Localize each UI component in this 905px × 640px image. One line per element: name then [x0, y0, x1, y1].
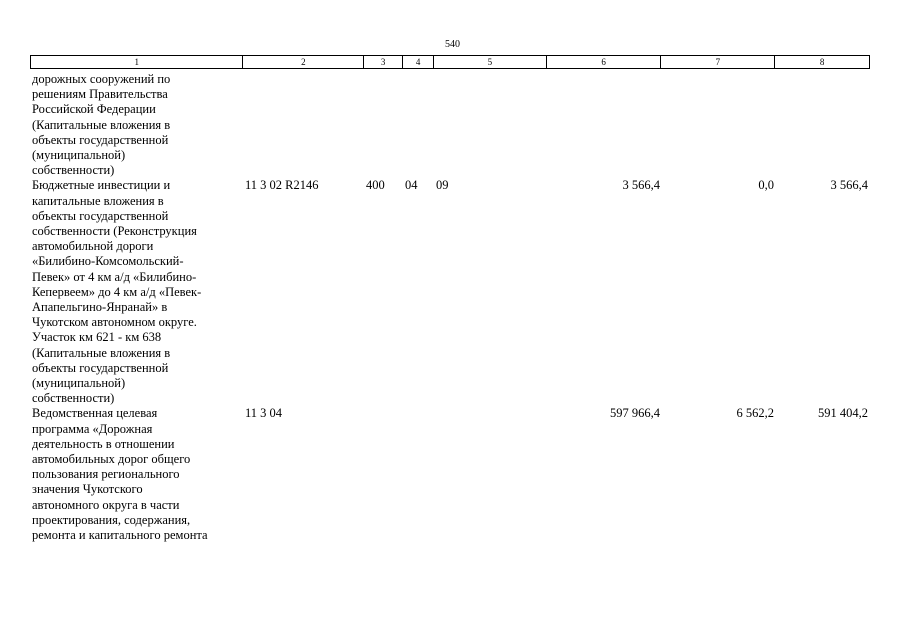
row-col6-cell: 3 566,4	[622, 178, 660, 193]
column-header-8: 8	[819, 57, 825, 67]
row-col8-cell	[776, 72, 870, 178]
column-header-5: 5	[434, 56, 547, 68]
row-col6-cell: 597 966,4	[610, 406, 660, 421]
row-col5-cell	[434, 406, 547, 543]
row-col8-cell: 3 566,4	[830, 178, 868, 193]
row-code-cell	[243, 72, 364, 178]
column-header-2: 2	[243, 56, 364, 68]
column-header-6: 6	[547, 56, 662, 68]
column-header-3: 3	[364, 56, 403, 68]
row-col3-cell	[364, 406, 403, 543]
row-col3-cell: 400	[366, 178, 385, 193]
row-col4-cell	[403, 406, 434, 543]
row-name-cell: Ведомственная целевая программа «Дорожная деятельность в отношении автомобильных дорог общего пользования регионального значения Чукотского автономного округа в части проектирования, содержания, ремонта и капитального ремонта	[32, 406, 208, 543]
row-col7-cell: 0,0	[758, 178, 774, 193]
column-header-7: 7	[661, 56, 775, 68]
row-code-cell: 11 3 02 R2146	[245, 178, 319, 193]
row-code-cell: 11 3 04	[245, 406, 283, 421]
row-col6-cell	[547, 72, 662, 178]
column-header-4: 4	[403, 56, 434, 68]
row-col5-cell	[434, 72, 547, 178]
column-header-1: 1	[31, 56, 243, 68]
table-row	[30, 72, 870, 178]
table-row	[30, 406, 870, 543]
row-col8-cell: 591 404,2	[818, 406, 868, 421]
row-col4-cell: 04	[405, 178, 418, 193]
row-col7-cell: 6 562,2	[736, 406, 774, 421]
row-name-cell: Бюджетные инвестиции и капитальные вложения в объекты государственной собственности (Реконструкция автомобильной дороги «Билибино-Комсомольский- Певек» от 4 км а/д «Билибино- Кепервеем» до 4 км а/д «Певек- Апапельгино-Янранай» в Чукотском автономном округе. Участок км 621 - км 638 (Капитальные вложения в объекты государственной (муниципальной) собственности)	[32, 178, 202, 406]
budget-table-body	[30, 72, 870, 543]
row-col7-cell	[662, 72, 776, 178]
row-name-cell: дорожных сооружений по решениям Правительства Российской Федерации (Капитальные вложения в объекты государственной (муниципальной) собственности)	[32, 72, 171, 178]
page-number: 540	[445, 39, 460, 50]
row-col4-cell	[403, 72, 434, 178]
column-number-header	[30, 55, 870, 69]
table-row	[30, 178, 870, 406]
row-col3-cell	[364, 72, 403, 178]
row-col5-cell: 09	[436, 178, 449, 193]
